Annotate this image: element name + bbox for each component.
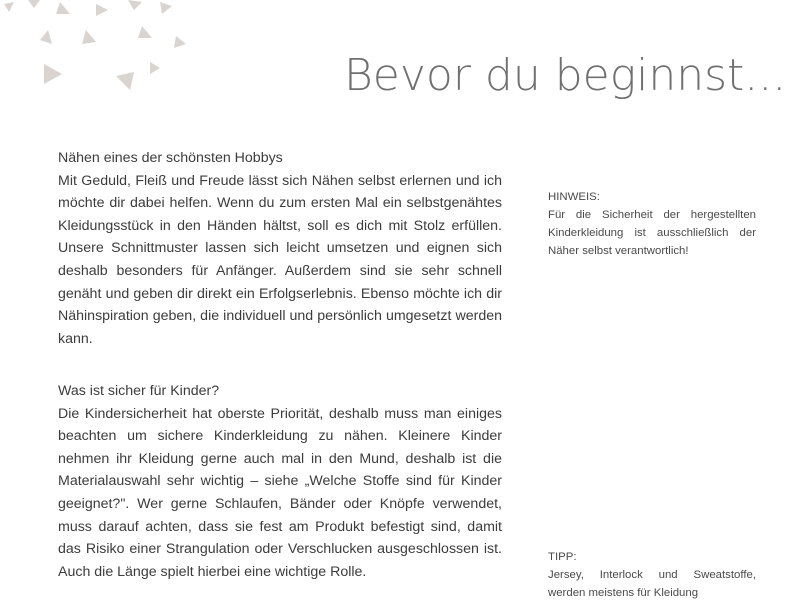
triangle-shape [56, 2, 70, 14]
note-text: Für die Sicherheit der hergestellten Kinderkleidung ist ausschließlich der Näher selbst verantwortlich! [548, 209, 756, 257]
section-heading: Was ist sicher für Kinder? [58, 383, 220, 399]
tip-label: TIPP: [548, 551, 577, 563]
triangle-shape [82, 30, 96, 44]
section-child-safety [58, 380, 502, 583]
section-body: Mit Geduld, Fleiß und Freude lässt sich Nähen selbst erlernen und ich möchte dir dabei helfen. Wenn du zum ersten Mal ein selbstgenähtes Kleidungsstück in den Händen hältst, soll es dich mit Stolz erfüllen. Unsere Schnittmuster lassen sich leicht umsetzen und eignen sich deshalb besonders für Anfänger. Außerdem sind sie sehr schnell genäht und geben dir direkt ein Erfolgserlebnis. Ebenso möchte ich dir Nähinspiration geben, die individuell und persönlich umgesetzt werden kann. [58, 172, 502, 347]
triangle-shape [138, 26, 152, 38]
triangle-shape [116, 72, 134, 90]
triangle-confetti-decoration [0, 0, 190, 110]
triangle-shape [160, 2, 172, 14]
triangle-shape [44, 64, 62, 84]
triangle-shape [174, 36, 186, 48]
sidebar-note [548, 188, 756, 260]
section-body: Die Kindersicherheit hat oberste Priorität, deshalb muss man einiges beachten um sichere Kinderkleidung zu nähen. Kleinere Kinder nehmen ihr Kleidung gerne auch mal in den Mund, deshalb ist die Materialauswahl sehr wichtig – siehe „Welche Stoffe sind für Kinder geeignet?". Wer gerne Schlaufen, Bänder oder Knöpfe verwendet, muss darauf achten, dass sie fest am Produkt befestigt sind, damit das Risiko einer Strangulation oder Verschlucken ausgeschlossen ist. Auch die Länge spielt hierbei eine wichtige Rolle. [58, 405, 502, 580]
triangle-shape [150, 62, 160, 74]
triangle-shape [96, 4, 108, 16]
section-heading: Nähen eines der schönsten Hobbys [58, 150, 283, 166]
section-hobby [58, 147, 502, 350]
page-title: Bevor du beginnst... [344, 50, 787, 101]
triangle-shape [128, 0, 142, 10]
triangle-shape [40, 30, 52, 44]
triangle-shape [28, 0, 40, 8]
tip-text: Jersey, Interlock und Sweatstoffe, werden meistens für Kleidung [548, 569, 756, 599]
note-label: HINWEIS: [548, 191, 600, 203]
triangle-shape [4, 2, 14, 12]
